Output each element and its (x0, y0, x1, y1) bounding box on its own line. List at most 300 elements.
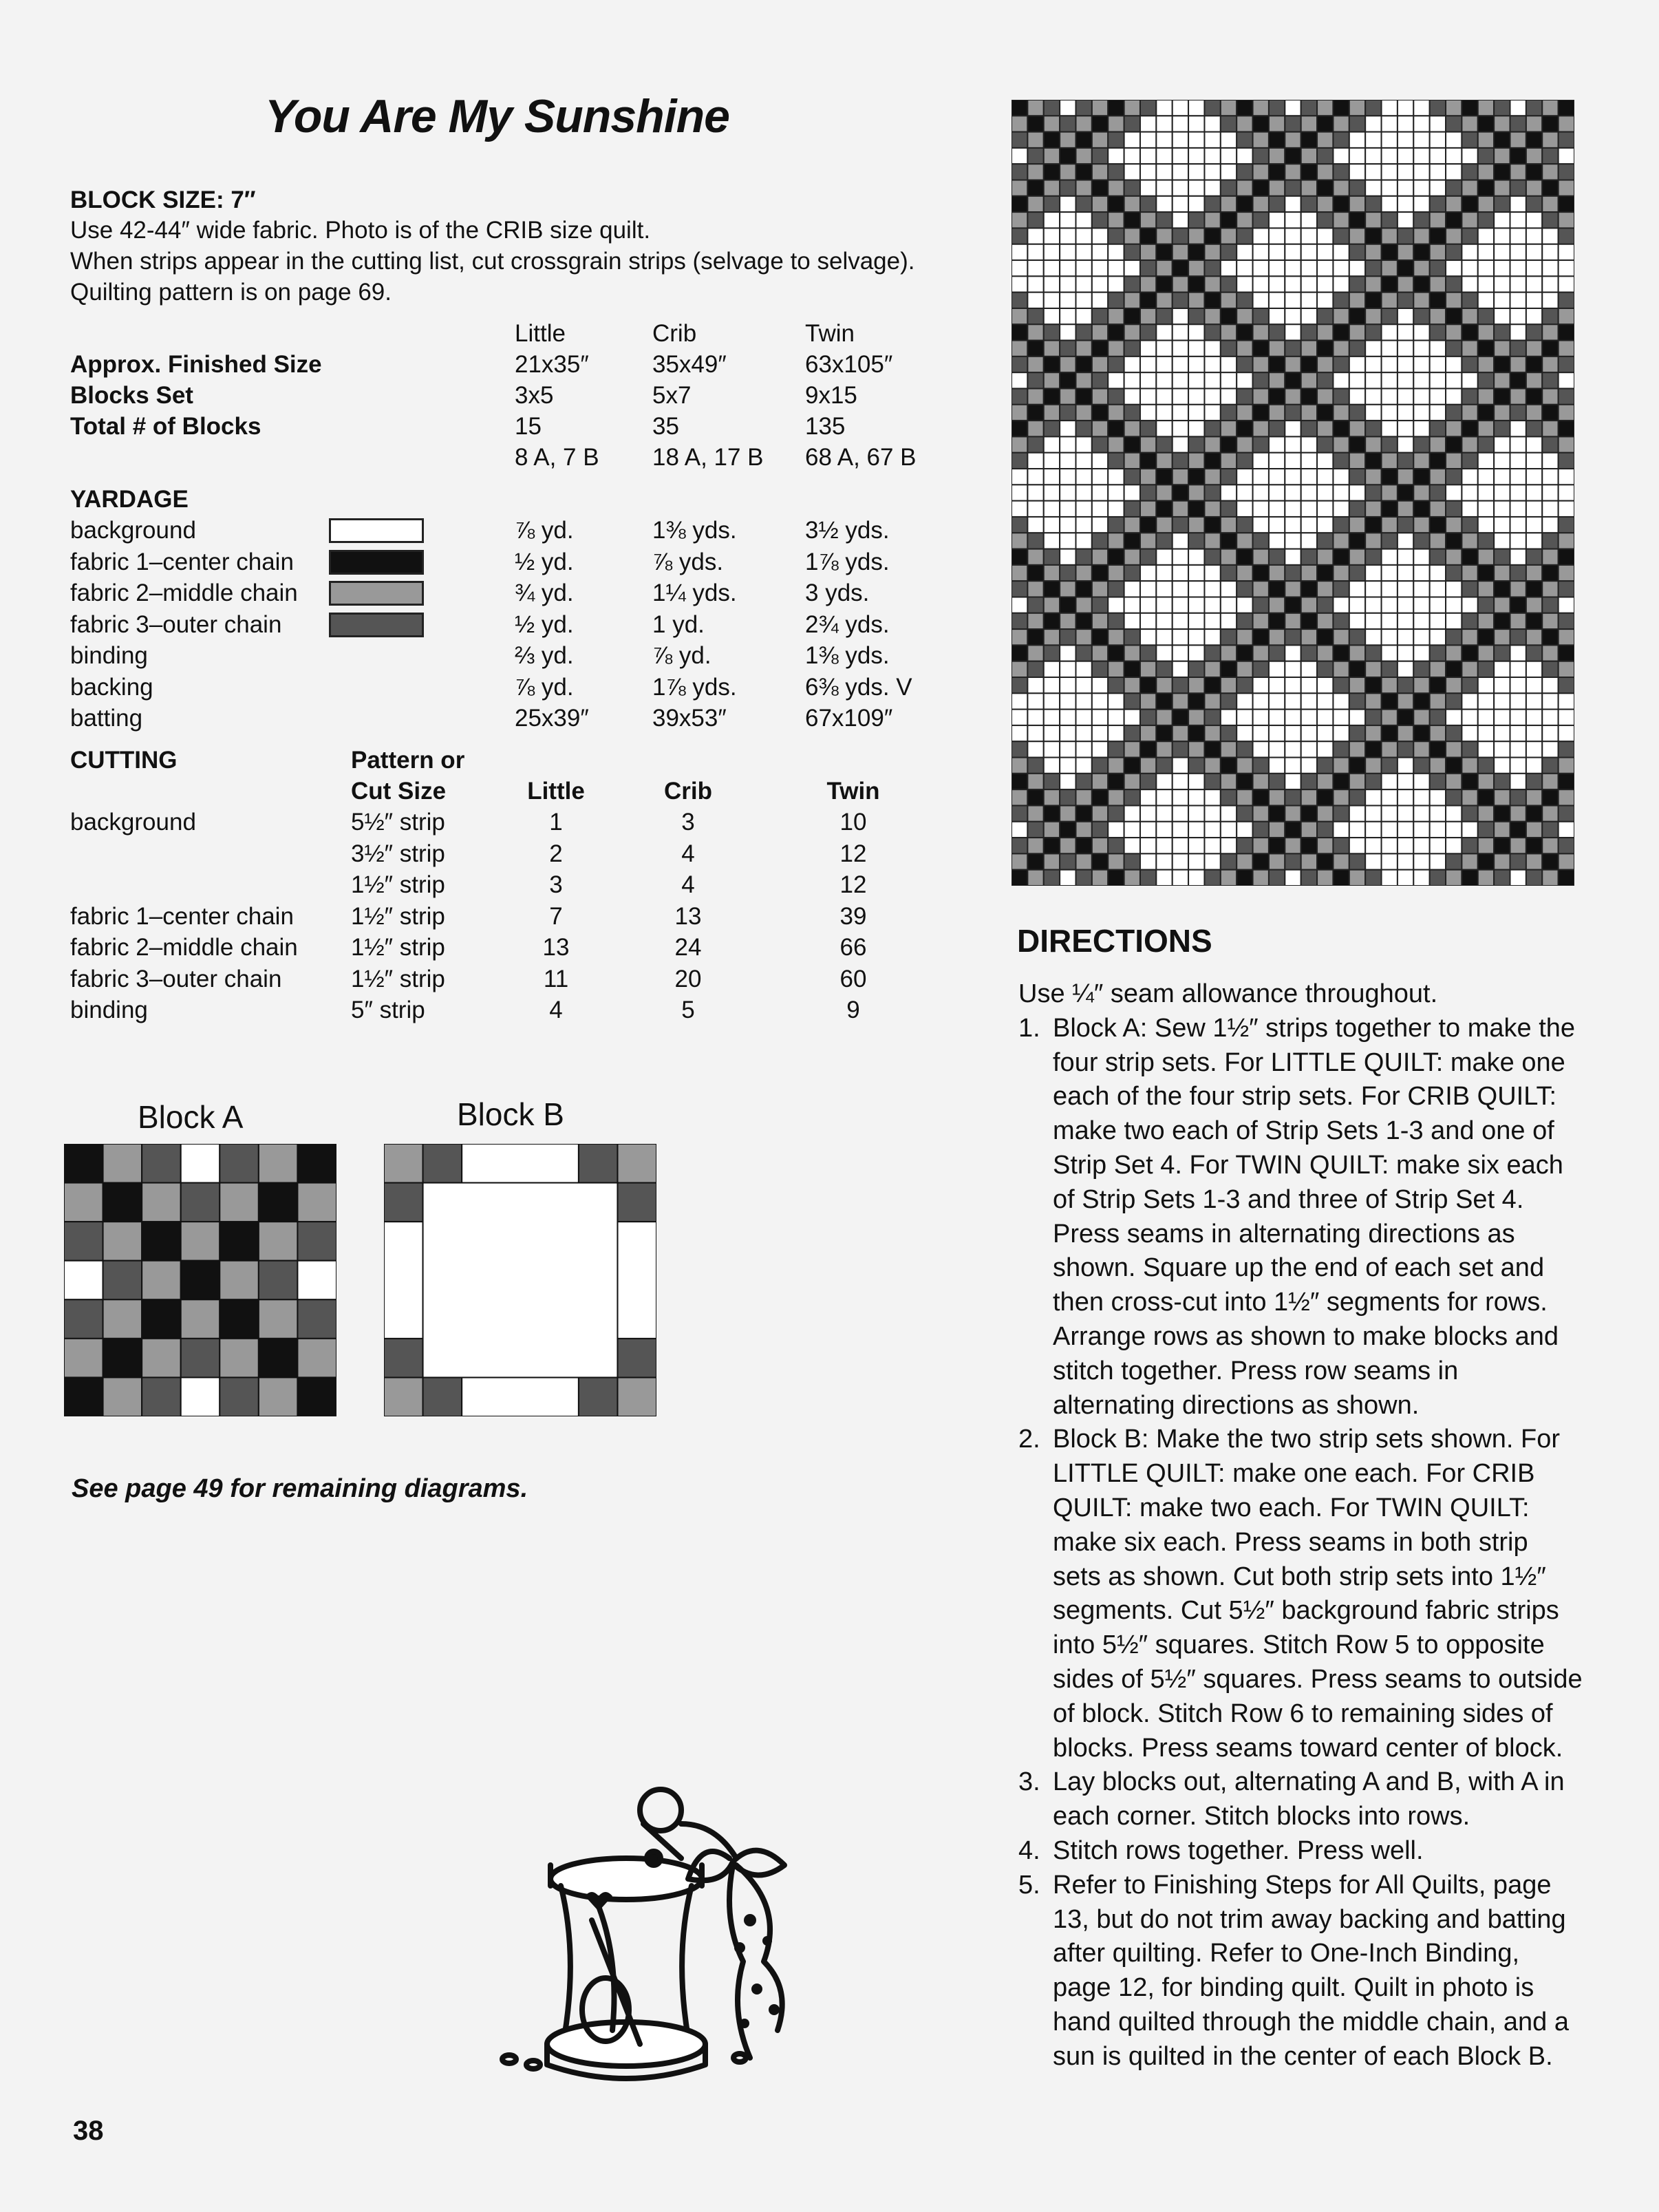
quilt-square (1478, 517, 1494, 533)
quilt-square (1478, 357, 1494, 372)
quilt-square (1317, 260, 1333, 276)
quilt-square (1269, 116, 1285, 131)
quilt-square (1140, 789, 1156, 805)
quilt-square (1237, 389, 1252, 405)
quilt-square (1108, 421, 1124, 436)
quilt-square (1494, 645, 1510, 661)
quilt-square (1382, 357, 1398, 372)
quilt-square (1012, 260, 1027, 276)
quilt-square (1430, 260, 1446, 276)
quilt-square (1075, 533, 1091, 549)
quilt-square (1269, 853, 1285, 869)
quilt-square (1156, 164, 1172, 180)
quilt-square (1494, 372, 1510, 388)
quilt-square (1542, 838, 1558, 853)
quilt-square (1285, 148, 1301, 164)
quilt-square (1349, 132, 1365, 148)
quilt-square (1221, 693, 1237, 709)
quilt-square (1092, 244, 1108, 260)
yardage-cell: 39x53″ (652, 705, 727, 732)
quilt-square (1140, 389, 1156, 405)
fabric-swatch (329, 518, 424, 543)
quilt-square (1204, 244, 1220, 260)
quilt-square (1140, 196, 1156, 212)
quilt-square (1156, 501, 1172, 517)
quilt-square (1446, 469, 1462, 485)
quilt-square (1253, 357, 1269, 372)
quilt-square (1173, 100, 1188, 116)
quilt-square (1430, 613, 1446, 629)
block-a-square (181, 1377, 220, 1416)
intro-line-3: Quilting pattern is on page 69. (70, 279, 392, 306)
quilt-square (1398, 180, 1413, 196)
quilt-square (1365, 357, 1381, 372)
quilt-square (1012, 469, 1027, 485)
quilt-square (1075, 693, 1091, 709)
quilt-square (1221, 581, 1237, 597)
fabric-swatch (329, 613, 424, 637)
block-a-square (103, 1377, 142, 1416)
quilt-square (1398, 533, 1413, 549)
cutting-row-label: binding (70, 997, 148, 1023)
quilt-square (1382, 838, 1398, 853)
quilt-square (1494, 789, 1510, 805)
quilt-square (1253, 661, 1269, 677)
quilt-square (1510, 710, 1526, 725)
quilt-square (1188, 613, 1204, 629)
quilt-square (1269, 533, 1285, 549)
quilt-square (1092, 838, 1108, 853)
quilt-square (1494, 533, 1510, 549)
quilt-square (1317, 645, 1333, 661)
quilt-square (1430, 164, 1446, 180)
quilt-square (1140, 132, 1156, 148)
quilt-square (1301, 693, 1317, 709)
quilt-square (1526, 789, 1542, 805)
quilt-square (1269, 405, 1285, 421)
quilt-square (1269, 725, 1285, 741)
quilt-square (1012, 853, 1027, 869)
quilt-square (1124, 164, 1140, 180)
quilt-square (1398, 789, 1413, 805)
quilt-square (1012, 805, 1027, 821)
quilt-square (1188, 357, 1204, 372)
block-b-corner (617, 1377, 656, 1416)
quilt-square (1012, 357, 1027, 372)
quilt-square (1446, 613, 1462, 629)
quilt-square (1446, 293, 1462, 308)
quilt-square (1430, 100, 1446, 116)
quilt-square (1027, 853, 1043, 869)
quilt-square (1430, 853, 1446, 869)
quilt-square (1446, 741, 1462, 757)
quilt-square (1173, 613, 1188, 629)
quilt-square (1333, 838, 1349, 853)
quilt-square (1382, 244, 1398, 260)
quilt-square (1044, 196, 1060, 212)
quilt-square (1349, 180, 1365, 196)
quilt-square (1188, 629, 1204, 645)
quilt-square (1333, 677, 1349, 693)
quilt-square (1108, 164, 1124, 180)
quilt-square (1317, 805, 1333, 821)
quilt-square (1526, 565, 1542, 581)
quilt-square (1221, 212, 1237, 228)
quilt-square (1108, 469, 1124, 485)
quilt-square (1333, 116, 1349, 131)
quilt-square (1494, 597, 1510, 613)
block-a-square (259, 1183, 298, 1222)
quilt-square (1253, 549, 1269, 565)
quilt-square (1413, 789, 1429, 805)
quilt-square (1108, 276, 1124, 292)
quilt-square (1301, 838, 1317, 853)
quilt-square (1365, 870, 1381, 886)
quilt-square (1430, 565, 1446, 581)
quilt-square (1027, 244, 1043, 260)
quilt-square (1446, 645, 1462, 661)
quilt-square (1269, 485, 1285, 500)
quilt-square (1221, 501, 1237, 517)
quilt-square (1124, 405, 1140, 421)
quilt-square (1027, 822, 1043, 838)
quilt-square (1349, 870, 1365, 886)
quilt-square (1510, 677, 1526, 693)
step-number: 2. (1018, 1425, 1040, 1454)
quilt-square (1398, 741, 1413, 757)
quilt-square (1413, 805, 1429, 821)
quilt-square (1301, 741, 1317, 757)
quilt-square (1510, 661, 1526, 677)
quilt-square (1494, 341, 1510, 357)
quilt-square (1060, 710, 1075, 725)
quilt-square (1092, 565, 1108, 581)
quilt-square (1285, 741, 1301, 757)
direction-step (1018, 1869, 1583, 2074)
quilt-square (1269, 436, 1285, 452)
quilt-square (1559, 805, 1574, 821)
quilt-square (1430, 132, 1446, 148)
quilt-square (1027, 758, 1043, 774)
direction-step (1018, 1012, 1583, 1423)
quilt-square (1221, 758, 1237, 774)
quilt-square (1173, 260, 1188, 276)
quilt-square (1237, 453, 1252, 469)
block-b-corner (384, 1144, 423, 1183)
quilt-square (1285, 789, 1301, 805)
quilt-square (1349, 469, 1365, 485)
quilt-square (1542, 116, 1558, 131)
quilt-square (1221, 517, 1237, 533)
quilt-square (1285, 244, 1301, 260)
quilt-square (1462, 693, 1477, 709)
quilt-square (1156, 870, 1172, 886)
quilt-square (1285, 276, 1301, 292)
quilt-square (1559, 405, 1574, 421)
quilt-square (1253, 132, 1269, 148)
quilt-square (1301, 710, 1317, 725)
quilt-square (1204, 789, 1220, 805)
quilt-square (1044, 164, 1060, 180)
quilt-square (1044, 228, 1060, 244)
quilt-square (1494, 741, 1510, 757)
quilt-square (1413, 196, 1429, 212)
quilt-square (1382, 693, 1398, 709)
quilt-square (1221, 341, 1237, 357)
quilt-square (1301, 789, 1317, 805)
cutting-cell: 4 (681, 840, 695, 867)
yardage-cell: 1⅞ yds. (652, 673, 737, 701)
quilt-square (1494, 822, 1510, 838)
quilt-square (1173, 341, 1188, 357)
block-a-square (181, 1144, 220, 1183)
quilt-square (1124, 789, 1140, 805)
quilt-square (1140, 180, 1156, 196)
quilt-square (1108, 148, 1124, 164)
quilt-square (1365, 164, 1381, 180)
quilt-square (1349, 549, 1365, 565)
quilt-square (1060, 565, 1075, 581)
quilt-square (1398, 870, 1413, 886)
block-a-square (142, 1377, 181, 1416)
quilt-square (1446, 389, 1462, 405)
block-b-corner-chain (423, 1377, 462, 1416)
quilt-square (1108, 725, 1124, 741)
quilt-square (1478, 853, 1494, 869)
quilt-square (1075, 853, 1091, 869)
quilt-square (1092, 260, 1108, 276)
quilt-square (1510, 838, 1526, 853)
quilt-square (1204, 870, 1220, 886)
quilt-square (1124, 645, 1140, 661)
quilt-square (1398, 822, 1413, 838)
quilt-square (1349, 357, 1365, 372)
quilt-square (1060, 693, 1075, 709)
sizes-header: Twin (805, 320, 855, 347)
quilt-square (1478, 453, 1494, 469)
quilt-square (1140, 549, 1156, 565)
quilt-square (1349, 789, 1365, 805)
block-a-square (220, 1299, 259, 1339)
quilt-square (1510, 100, 1526, 116)
quilt-square (1542, 453, 1558, 469)
quilt-square (1333, 597, 1349, 613)
quilt-square (1478, 100, 1494, 116)
quilt-square (1108, 501, 1124, 517)
quilt-square (1188, 180, 1204, 196)
quilt-square (1526, 324, 1542, 340)
quilt-square (1382, 533, 1398, 549)
quilt-square (1253, 870, 1269, 886)
quilt-square (1253, 597, 1269, 613)
quilt-square (1317, 228, 1333, 244)
quilt-square (1156, 357, 1172, 372)
quilt-square (1092, 293, 1108, 308)
quilt-square (1060, 853, 1075, 869)
quilt-square (1060, 469, 1075, 485)
quilt-square (1317, 485, 1333, 500)
quilt-square (1462, 341, 1477, 357)
yardage-row-label: fabric 1–center chain (70, 548, 294, 575)
block-b-strip (617, 1222, 656, 1339)
quilt-square (1221, 661, 1237, 677)
quilt-square (1156, 758, 1172, 774)
quilt-square (1285, 597, 1301, 613)
quilt-square (1413, 228, 1429, 244)
quilt-square (1060, 357, 1075, 372)
quilt-square (1140, 774, 1156, 789)
quilt-square (1237, 357, 1252, 372)
quilt-square (1526, 485, 1542, 500)
quilt-square (1494, 436, 1510, 452)
quilt-square (1092, 148, 1108, 164)
quilt-square (1237, 741, 1252, 757)
quilt-square (1285, 293, 1301, 308)
quilt-square (1317, 581, 1333, 597)
quilt-square (1301, 405, 1317, 421)
quilt-square (1365, 581, 1381, 597)
quilt-square (1478, 758, 1494, 774)
quilt-square (1204, 180, 1220, 196)
quilt-square (1221, 389, 1237, 405)
quilt-square (1269, 212, 1285, 228)
quilt-square (1156, 148, 1172, 164)
quilt-square (1156, 469, 1172, 485)
quilt-square (1301, 645, 1317, 661)
quilt-square (1462, 116, 1477, 131)
quilt-square (1092, 276, 1108, 292)
quilt-square (1430, 308, 1446, 324)
quilt-square (1494, 244, 1510, 260)
cutting-heading: CUTTING (70, 747, 178, 774)
cutting-cell: 7 (549, 902, 563, 930)
quilt-square (1382, 581, 1398, 597)
cutting-cell: 2 (549, 840, 563, 867)
quilt-square (1012, 613, 1027, 629)
quilt-square (1108, 196, 1124, 212)
quilt-square (1269, 693, 1285, 709)
quilt-square (1494, 565, 1510, 581)
quilt-square (1269, 741, 1285, 757)
quilt-square (1253, 244, 1269, 260)
cutting-cell: 10 (839, 809, 867, 836)
quilt-square (1430, 677, 1446, 693)
quilt-square (1510, 132, 1526, 148)
quilt-square (1012, 132, 1027, 148)
quilt-square (1237, 212, 1252, 228)
quilt-square (1382, 276, 1398, 292)
quilt-square (1156, 549, 1172, 565)
quilt-square (1333, 853, 1349, 869)
quilt-square (1333, 260, 1349, 276)
quilt-square (1075, 710, 1091, 725)
quilt-square (1012, 212, 1027, 228)
quilt-square (1382, 805, 1398, 821)
quilt-square (1221, 838, 1237, 853)
cutting-cell: 24 (674, 934, 702, 961)
quilt-square (1382, 710, 1398, 725)
quilt-square (1413, 613, 1429, 629)
quilt-square (1075, 212, 1091, 228)
quilt-square (1317, 517, 1333, 533)
quilt-square (1156, 805, 1172, 821)
quilt-square (1221, 132, 1237, 148)
sizes-cell: 9x15 (805, 382, 857, 409)
quilt-square (1253, 116, 1269, 131)
quilt-square (1349, 436, 1365, 452)
quilt-square (1398, 758, 1413, 774)
quilt-square (1542, 372, 1558, 388)
quilt-square (1237, 180, 1252, 196)
block-b-corner-chain (579, 1144, 618, 1183)
quilt-square (1430, 758, 1446, 774)
quilt-square (1140, 693, 1156, 709)
quilt-square (1333, 180, 1349, 196)
quilt-square (1075, 389, 1091, 405)
quilt-square (1092, 533, 1108, 549)
quilt-square (1510, 421, 1526, 436)
quilt-square (1301, 436, 1317, 452)
block-b-corner-chain (579, 1377, 618, 1416)
quilt-square (1124, 758, 1140, 774)
quilt-square (1108, 357, 1124, 372)
quilt-square (1044, 308, 1060, 324)
quilt-square (1044, 725, 1060, 741)
quilt-square (1221, 533, 1237, 549)
quilt-square (1526, 853, 1542, 869)
quilt-square (1333, 645, 1349, 661)
quilt-square (1027, 196, 1043, 212)
quilt-square (1075, 308, 1091, 324)
quilt-square (1092, 308, 1108, 324)
quilt-square (1237, 725, 1252, 741)
quilt-square (1173, 661, 1188, 677)
quilt-square (1075, 774, 1091, 789)
quilt-square (1188, 693, 1204, 709)
quilt-square (1188, 436, 1204, 452)
quilt-square (1494, 517, 1510, 533)
quilt-square (1173, 677, 1188, 693)
quilt-square (1559, 693, 1574, 709)
quilt-square (1124, 132, 1140, 148)
quilt-square (1542, 341, 1558, 357)
quilt-square (1382, 116, 1398, 131)
quilt-square (1044, 645, 1060, 661)
quilt-square (1398, 341, 1413, 357)
quilt-square (1188, 710, 1204, 725)
quilt-square (1237, 324, 1252, 340)
quilt-square (1462, 469, 1477, 485)
quilt-square (1349, 228, 1365, 244)
quilt-square (1446, 180, 1462, 196)
yardage-cell: 67x109″ (805, 705, 893, 732)
quilt-square (1108, 405, 1124, 421)
quilt-square (1221, 228, 1237, 244)
sizes-cell: 35 (652, 413, 679, 440)
quilt-square (1044, 533, 1060, 549)
quilt-square (1510, 436, 1526, 452)
quilt-square (1559, 244, 1574, 260)
quilt-square (1092, 389, 1108, 405)
quilt-square (1317, 501, 1333, 517)
quilt-square (1559, 710, 1574, 725)
quilt-square (1398, 244, 1413, 260)
quilt-square (1204, 501, 1220, 517)
quilt-square (1044, 822, 1060, 838)
quilt-square (1413, 677, 1429, 693)
quilt-square (1382, 629, 1398, 645)
quilt-square (1173, 405, 1188, 421)
